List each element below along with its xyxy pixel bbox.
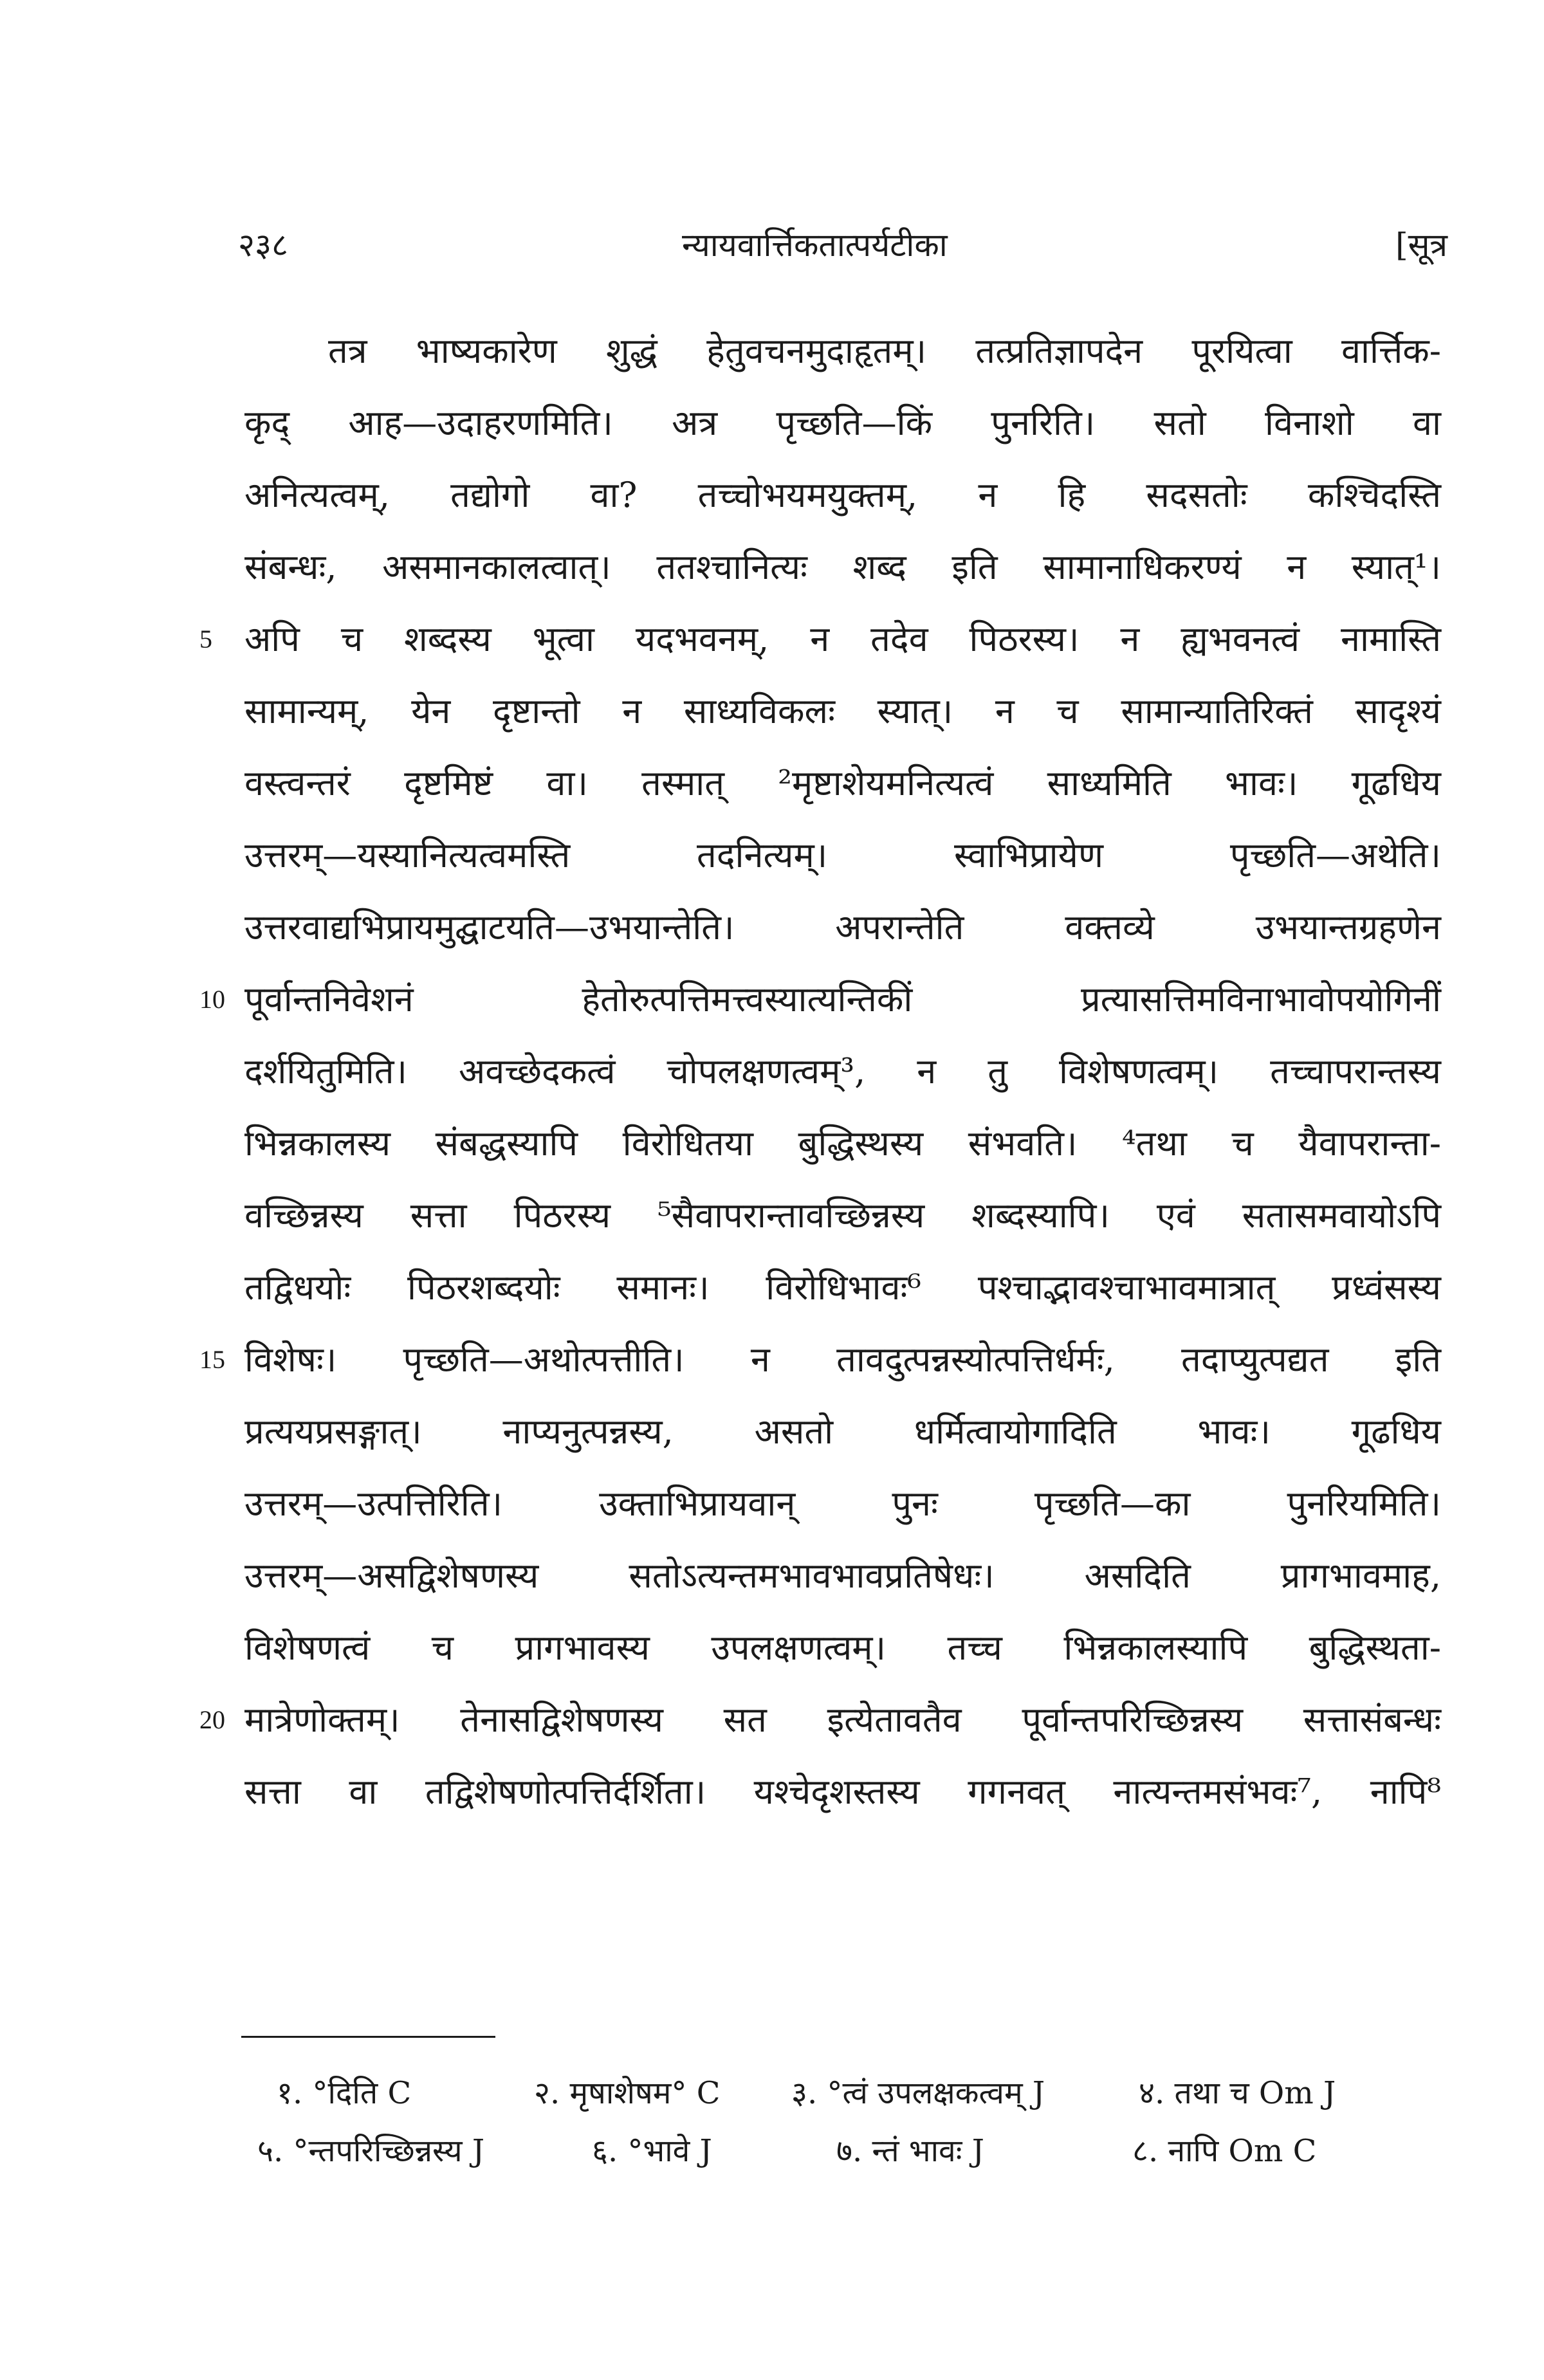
line-text: भिन्नकालस्य संबद्धस्यापि विरोधितया बुद्धिस्थस्य संभवति। ⁴तथा च यैवापरान्ता- (244, 1123, 1441, 1164)
line-number: 10 (199, 985, 225, 1014)
footnotes (257, 2071, 1435, 2187)
footnote: ८. नापि Om C (1132, 2133, 1317, 2169)
line-text: सत्ता वा तद्विशेषणोत्पत्तिर्दर्शिता। यश्चेदृशस्तस्य गगनवत् नात्यन्तमसंभवः⁷, नापि⁸ (244, 1771, 1441, 1812)
footnote: ५. °न्तपरिच्छिन्नस्य J (257, 2133, 485, 2169)
section-marker: [सूत्र (1395, 226, 1448, 264)
line-text: उत्तरम्—यस्यानित्यत्वमस्ति तदनित्यम्। स्वाभिप्रायेण पृच्छति—अथेति। (244, 835, 1441, 875)
text-line (244, 1036, 1441, 1108)
text-line (244, 819, 1441, 892)
line-number: 15 (199, 1345, 225, 1374)
footnote-row (257, 2129, 1435, 2187)
line-text: अनित्यत्वम्, तद्योगो वा? तच्चोभयमयुक्तम्, न हि सदसतोः कश्चिदस्ति (244, 475, 1441, 515)
text-line (244, 1396, 1441, 1468)
line-text: दर्शयितुमिति। अवच्छेदकत्वं चोपलक्षणत्वम्³, न तु विशेषणत्वम्। तच्चापरान्तस्य (244, 1051, 1441, 1092)
running-title: न्यायवार्त्तिकतात्पर्यटीका (682, 226, 948, 264)
footnote: ३. °त्वं उपलक्षकत्वम् J (791, 2075, 1045, 2111)
text-line (244, 1252, 1441, 1324)
line-text: अपि च शब्दस्य भूत्वा यदभवनम्, न तदेव पिठरस्य। न ह्यभवनत्वं नामास्ति (244, 619, 1441, 659)
line-text: कृद् आह—उदाहरणमिति। अत्र पृच्छति—किं पुनरिति। सतो विनाशो वा (244, 403, 1441, 443)
text-line (244, 387, 1441, 459)
line-text: उत्तरवाद्यभिप्रायमुद्घाटयति—उभयान्तेति। अपरान्तेति वक्तव्ये उभयान्तग्रहणेन (244, 907, 1441, 947)
text-line (244, 1612, 1441, 1684)
line-text: उत्तरम्—असद्विशेषणस्य सतोऽत्यन्तमभावभावप्रतिषेधः। असदिति प्रागभावमाह, (244, 1555, 1441, 1596)
footnote-row (277, 2071, 1435, 2129)
text-line (199, 964, 1441, 1036)
line-text: वच्छिन्नस्य सत्ता पिठरस्य ⁵सैवापरान्तावच्छिन्नस्य शब्दस्यापि। एवं सतासमवायोऽपि (244, 1195, 1441, 1236)
line-text: संबन्धः, असमानकालत्वात्। ततश्चानित्यः शब्द इति सामानाधिकरण्यं न स्यात्¹। (244, 547, 1441, 587)
text-line (244, 747, 1441, 819)
line-text: पूर्वान्तनिवेशनं हेतोरुत्पत्तिमत्त्वस्यात्यन्तिकीं प्रत्यासत्तिमविनाभावोपयोगिनीं (244, 979, 1441, 1020)
line-number: 5 (199, 625, 212, 654)
line-number: 20 (199, 1705, 225, 1734)
line-text: उत्तरम्—उत्पत्तिरिति। उक्ताभिप्रायवान् पुनः पृच्छति—का पुनरियमिति। (244, 1483, 1441, 1524)
text-line (244, 675, 1441, 747)
page-number: २३८ (238, 226, 288, 264)
text-line (244, 459, 1441, 531)
footnote: ६. °भावे J (592, 2133, 712, 2169)
footnote: ४. तथा च Om J (1139, 2075, 1336, 2111)
footnote: ७. न्तं भावः J (836, 2133, 984, 2169)
line-text: प्रत्ययप्रसङ्गात्। नाप्यनुत्पन्नस्य, असतो धर्मित्वायोगादिति भावः। गूढधिय (244, 1411, 1441, 1452)
line-text: सामान्यम्, येन दृष्टान्तो न साध्यविकलः स्यात्। न च सामान्यातिरिक्तं सादृश्यं (244, 691, 1441, 731)
text-line (199, 1324, 1441, 1396)
footnote: १. °दिति C (277, 2075, 412, 2111)
line-text: वस्त्वन्तरं दृष्टमिष्टं वा। तस्मात् ²मृष्टाशेयमनित्यत्वं साध्यमिति भावः। गूढधिय (244, 763, 1441, 803)
line-text: तत्र भाष्यकारेण शुद्धं हेतुवचनमुदाहृतम्। तत्प्रतिज्ञापदेन पूरयित्वा वार्त्तिक- (328, 331, 1441, 371)
line-text: तद्विधयोः पिठरशब्दयोः समानः। विरोधिभावः⁶ पश्चाद्भावश्चाभावमात्रात् प्रध्वंसस्य (244, 1267, 1441, 1308)
text-line (244, 1540, 1441, 1612)
footnote-divider (241, 2036, 495, 2038)
footnote: २. मृषाशेषम° C (534, 2075, 721, 2111)
line-text: विशेषणत्वं च प्रागभावस्य उपलक्षणत्वम्। तच्च भिन्नकालस्यापि बुद्धिस्थता- (244, 1627, 1441, 1668)
body-text (199, 315, 1441, 1828)
line-text: विशेषः। पृच्छति—अथोत्पत्तीति। न तावदुत्पन्नस्योत्पत्तिर्धर्मः, तदाप्युत्पद्यत इति (244, 1339, 1441, 1380)
text-line (199, 603, 1441, 675)
text-line (244, 1756, 1441, 1828)
line-text: मात्रेणोक्तम्। तेनासद्विशेषणस्य सत इत्येतावतैव पूर्वान्तपरिच्छिन्नस्य सत्तासंबन्धः (244, 1699, 1441, 1740)
text-line (244, 531, 1441, 603)
text-line (244, 1468, 1441, 1540)
text-line (244, 1180, 1441, 1252)
text-line (244, 892, 1441, 964)
text-line (199, 1684, 1441, 1756)
text-line (244, 1108, 1441, 1180)
text-line (244, 315, 1441, 387)
page-header (238, 222, 1448, 273)
